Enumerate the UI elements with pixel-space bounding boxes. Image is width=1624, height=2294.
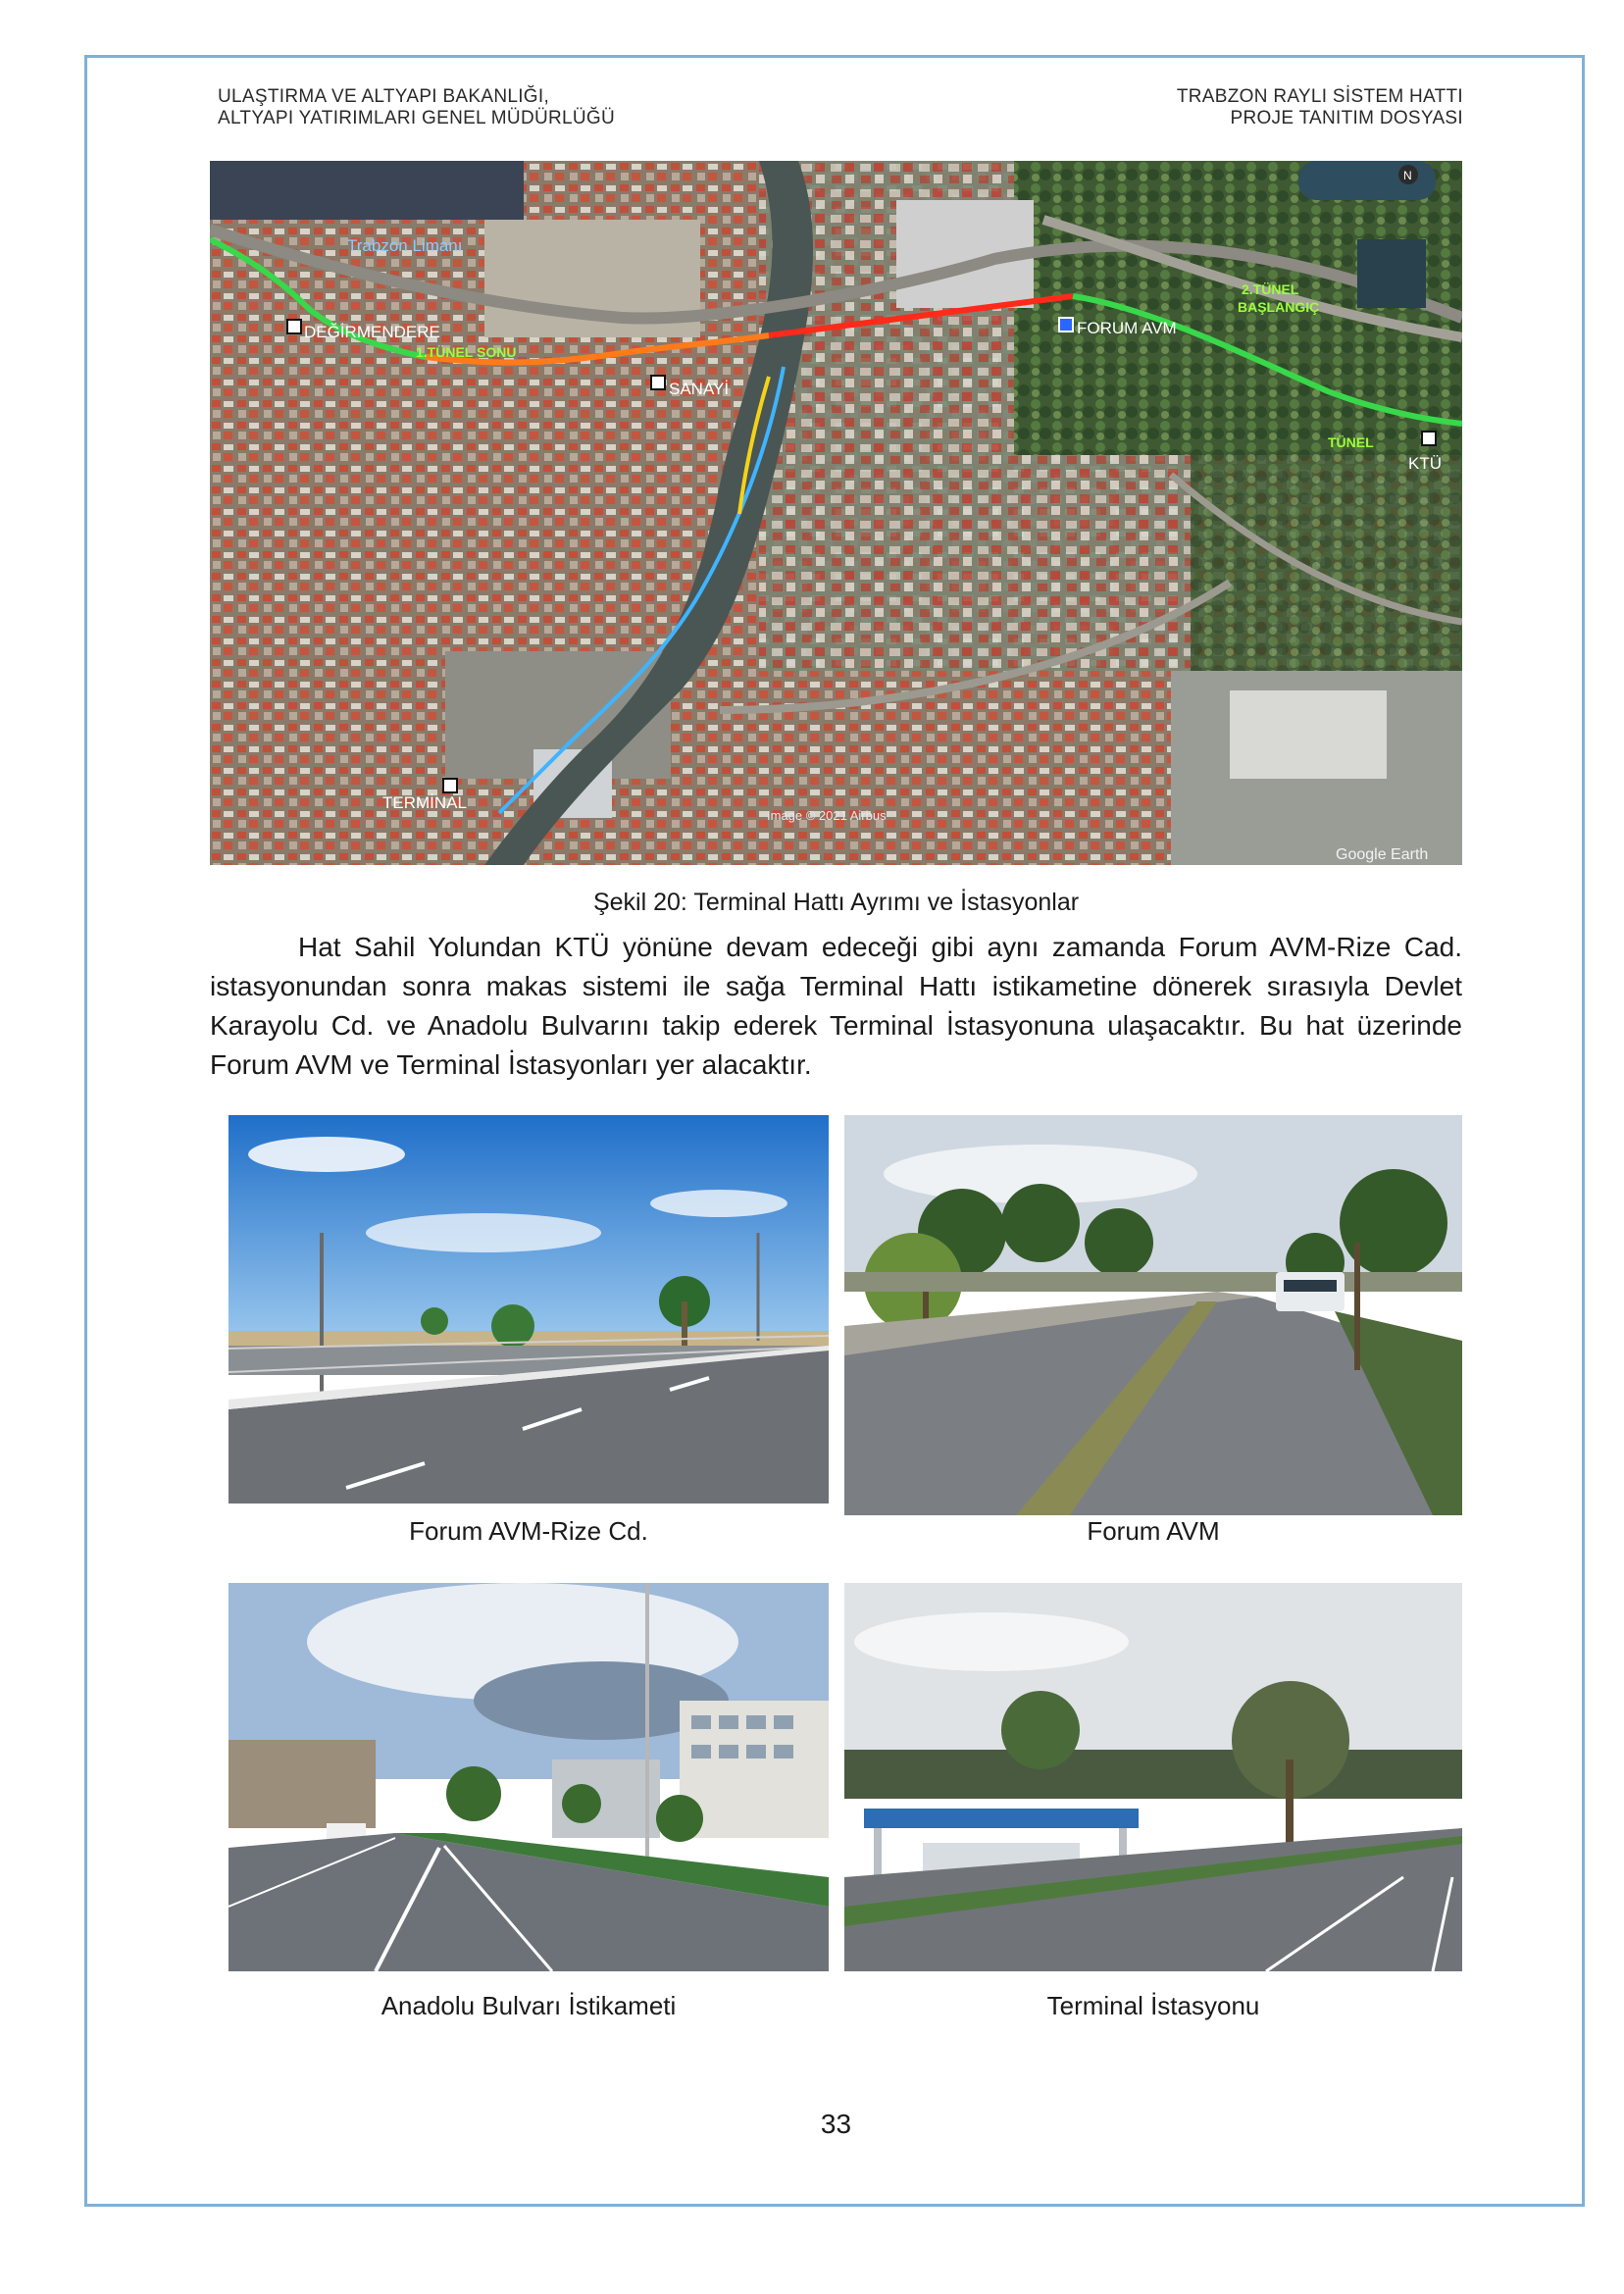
photo-forum-avm-rize-cd xyxy=(228,1115,829,1504)
header-right xyxy=(1040,86,1463,129)
photo-anadolu-bulvari xyxy=(228,1583,829,1971)
photo-forum-avm xyxy=(844,1115,1462,1515)
map-label-tunnel2: 2.TÜNEL xyxy=(1242,281,1299,297)
map-label-tunnel2b: BAŞLANGIÇ xyxy=(1238,299,1320,315)
map-imagery-credit: Image © 2021 Airbus xyxy=(767,808,887,823)
map-label-ktu: KTÜ xyxy=(1408,454,1442,473)
satellite-map xyxy=(210,161,1462,865)
header-left xyxy=(218,86,615,129)
header-left-line1: ULAŞTIRMA VE ALTYAPI BAKANLIĞI, xyxy=(218,86,550,107)
map-label-degirmendere: DEĞİRMENDERE xyxy=(304,323,440,341)
map-label-port: Trabzon Limanı xyxy=(347,236,463,255)
photo-caption-1: Forum AVM-Rize Cd. xyxy=(409,1516,648,1546)
page-number: 33 xyxy=(820,2109,852,2139)
header-right-line2: PROJE TANITIM DOSYASI xyxy=(1230,108,1463,128)
map-label-sanayi: SANAYİ xyxy=(669,380,730,398)
map-north-label: N xyxy=(1403,169,1412,182)
photo-caption-3: Anadolu Bulvarı İstikameti xyxy=(381,1991,677,2020)
map-label-terminal: TERMİNAL xyxy=(382,793,467,812)
header-right-line1: TRABZON RAYLI SİSTEM HATTI xyxy=(1176,86,1463,107)
figure-caption: Şekil 20: Terminal Hattı Ayrımı ve İstasyonlar xyxy=(592,889,1080,916)
map-google-credit: Google Earth xyxy=(1336,846,1429,863)
photo-caption-2: Forum AVM xyxy=(1087,1516,1220,1546)
header-left-line2: ALTYAPI YATIRIMLARI GENEL MÜDÜRLÜĞÜ xyxy=(218,108,616,128)
photo-terminal-istasyonu xyxy=(844,1583,1462,1971)
photo-caption-4: Terminal İstasyonu xyxy=(1046,1991,1260,2020)
body-paragraph: Hat Sahil Yolundan KTÜ yönüne devam edeceği gibi aynı zamanda Forum AVM-Rize Cad. istasyonundan sonra makas sistemi ile sağa Terminal Hattı istikametine dönerek sırasıyla Devlet Karayolu Cd. ve Anadolu Bulvarını takip ederek Terminal İstasyonuna ulaşacaktır. Bu hat üzerinde Forum AVM ve Terminal İstasyonları yer alacaktır. xyxy=(210,932,1462,1080)
map-label-tunnel1: 1.TÜNEL SONU xyxy=(416,344,517,360)
map-label-forum: FORUM AVM xyxy=(1077,319,1177,337)
map-label-tunnel: TÜNEL xyxy=(1328,434,1374,450)
